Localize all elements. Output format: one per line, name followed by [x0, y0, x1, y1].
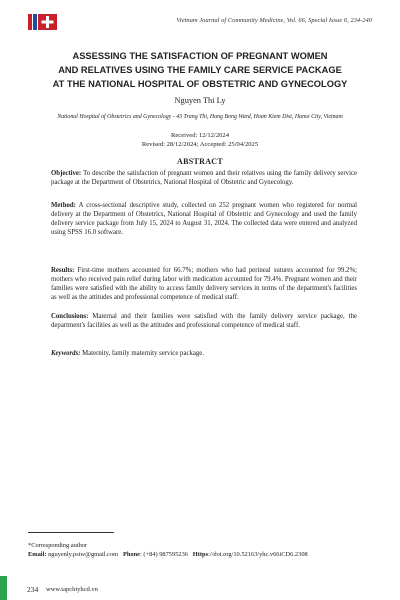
- title-line: AT THE NATIONAL HOSPITAL OF OBSTETRIC AND GYNECOLOGY: [52, 79, 348, 89]
- results-label: Results:: [51, 267, 75, 274]
- phone-value: : (+84) 987595236: [140, 551, 188, 558]
- affiliation: National Hospital of Obstetrics and Gynecology - 43 Trang Thi, Hang Bong Ward, Hoan Kiem Dist, Hanoi City, Vietnam: [57, 114, 343, 120]
- title-line: AND RELATIVES USING THE FAMILY CARE SERVICE PACKAGE: [58, 65, 342, 75]
- abstract-conclusions: [51, 312, 357, 330]
- footnote-divider: [28, 532, 114, 533]
- keywords-text: Maternity, family maternity service package.: [80, 350, 205, 357]
- abstract-keywords: [51, 349, 357, 358]
- objective-text: To describe the satisfaction of pregnant women and their relatives using the family delivery service package at the Department of Obstetrics, National Hospital of Obstetric and Gynecology.: [51, 170, 357, 186]
- received-date: Received: 12/12/2024: [170, 132, 230, 139]
- corresponding-author: *Corresponding author: [28, 542, 88, 549]
- abstract-results: [51, 266, 357, 302]
- footnote: [28, 541, 308, 559]
- author-name: Nguyen Thi Ly: [174, 96, 226, 105]
- page-accent-bar: [0, 576, 7, 600]
- objective-label: Objective:: [51, 170, 82, 177]
- keywords-label: Keywords:: [51, 350, 81, 357]
- results-text: First-time mothers accounted for 66.7%; mothers who had perineal sutures accounted for 99.2%; mothers who received pain relief during labor with medication accounted for 79.4%. Pregnant women and their families were satisfied with the ability to access family delivery services in terms of the department's facilities as well as the attitudes and professional competence of medical staff.: [51, 267, 357, 301]
- method-label: Method:: [51, 202, 76, 209]
- contact-line: [28, 550, 308, 559]
- email-link[interactable]: nguyenly.pstw@gmail.com: [46, 551, 119, 558]
- email-label: Email:: [28, 551, 47, 558]
- abstract-objective: [51, 169, 357, 187]
- revised-accepted-date: Revised: 28/12/2024; Accepted: 25/04/2025: [141, 141, 259, 148]
- title-line: ASSESSING THE SATISFACTION OF PREGNANT WOMEN: [72, 51, 328, 61]
- phone-label: Phone: [122, 551, 140, 558]
- paper-title: [40, 49, 360, 91]
- doi-link[interactable]: ://doi.org/10.52163/yhc.v66iCD6.2308: [208, 551, 308, 558]
- conclusions-text: Maternal and their families were satisfied with the family delivery service package, the department's facilities as well as the attitudes and professional competence of medical staff.: [51, 313, 357, 329]
- article-dates: [0, 131, 400, 149]
- journal-website[interactable]: www.tapchiyhcd.vn: [46, 586, 98, 593]
- conclusions-label: Conclusions:: [51, 313, 89, 320]
- abstract-method: [51, 201, 357, 237]
- page-number: 234: [27, 585, 39, 594]
- journal-citation: Vietnam Journal of Community Medicine, Vol. 66, Special Issue 6, 234-240: [176, 17, 372, 24]
- https-label: Https: [192, 551, 209, 558]
- method-text: A cross-sectional descriptive study, collected on 252 pregnant women who registered for normal delivery at the Department of Obstetrics, National Hospital of Obstetric and Gynecology and used the family delivery service package from July 15, 2024 to August 31, 2024. The collected data were entered and analyzed using SPSS 16.0 software.: [51, 202, 357, 236]
- abstract-heading: ABSTRACT: [177, 157, 223, 166]
- journal-logo-icon: [28, 12, 58, 32]
